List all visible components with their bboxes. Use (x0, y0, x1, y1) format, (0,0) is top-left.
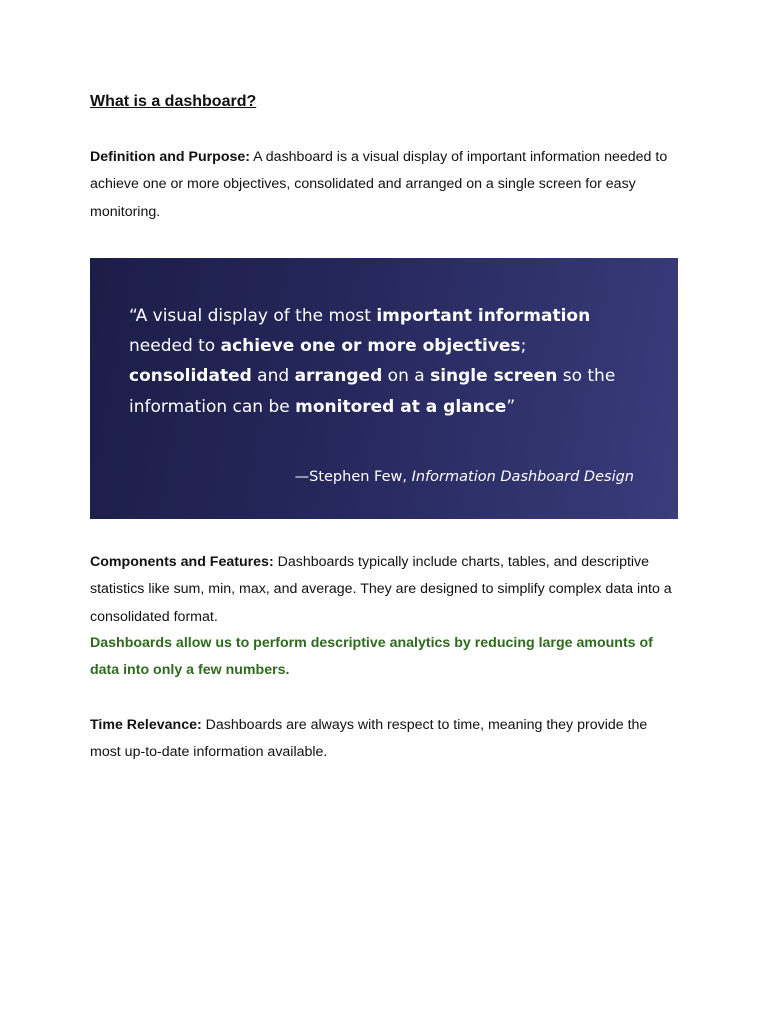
quote-text (129, 301, 639, 422)
quote-segment: “A visual display of the most (129, 306, 377, 326)
quote-source: Information Dashboard Design (411, 469, 634, 485)
quote-segment: on a (382, 366, 431, 387)
components-paragraph (90, 549, 680, 631)
components-text: Dashboards typically include charts, tables, and descriptive statistics like sum, min, max, and average. They are designed to simplify complex data into a consolidated format. (90, 554, 672, 625)
time-text: Dashboards are always with respect to time, meaning they provide the most up-to-date information available. (90, 717, 648, 761)
quote-segment-bold: achieve one or more objectives (220, 336, 521, 357)
quote-segment-bold: arranged (294, 366, 383, 387)
quote-segment-bold: monitored at a glance (295, 396, 507, 417)
components-label: Components and Features: (90, 554, 274, 570)
definition-label: Definition and Purpose: (90, 149, 251, 165)
quote-segment: needed to (129, 336, 221, 357)
quote-segment: ” (506, 396, 516, 417)
quote-segment-bold: important information (376, 306, 591, 326)
quote-author: —Stephen Few, (294, 469, 412, 485)
highlight-paragraph: Dashboards allow us to perform descriptive analytics by reducing large amounts of data into only a few numbers. (90, 635, 653, 679)
quote-segment: so the information can be (129, 366, 616, 417)
quote-segment-bold: single screen (430, 366, 558, 387)
definition-text: A dashboard is a visual display of important information needed to achieve one or more objectives, consolidated and arranged on a single screen for easy monitoring. (90, 149, 668, 220)
quote-segment: ; (520, 336, 527, 357)
definition-paragraph (90, 144, 680, 226)
time-label: Time Relevance: (90, 717, 202, 733)
page-title: What is a dashboard? (90, 93, 257, 110)
quote-segment: and (251, 366, 295, 387)
time-paragraph (90, 712, 680, 767)
quote-image (90, 258, 678, 519)
quote-attribution (295, 469, 634, 485)
quote-segment-bold: consolidated (129, 366, 252, 387)
